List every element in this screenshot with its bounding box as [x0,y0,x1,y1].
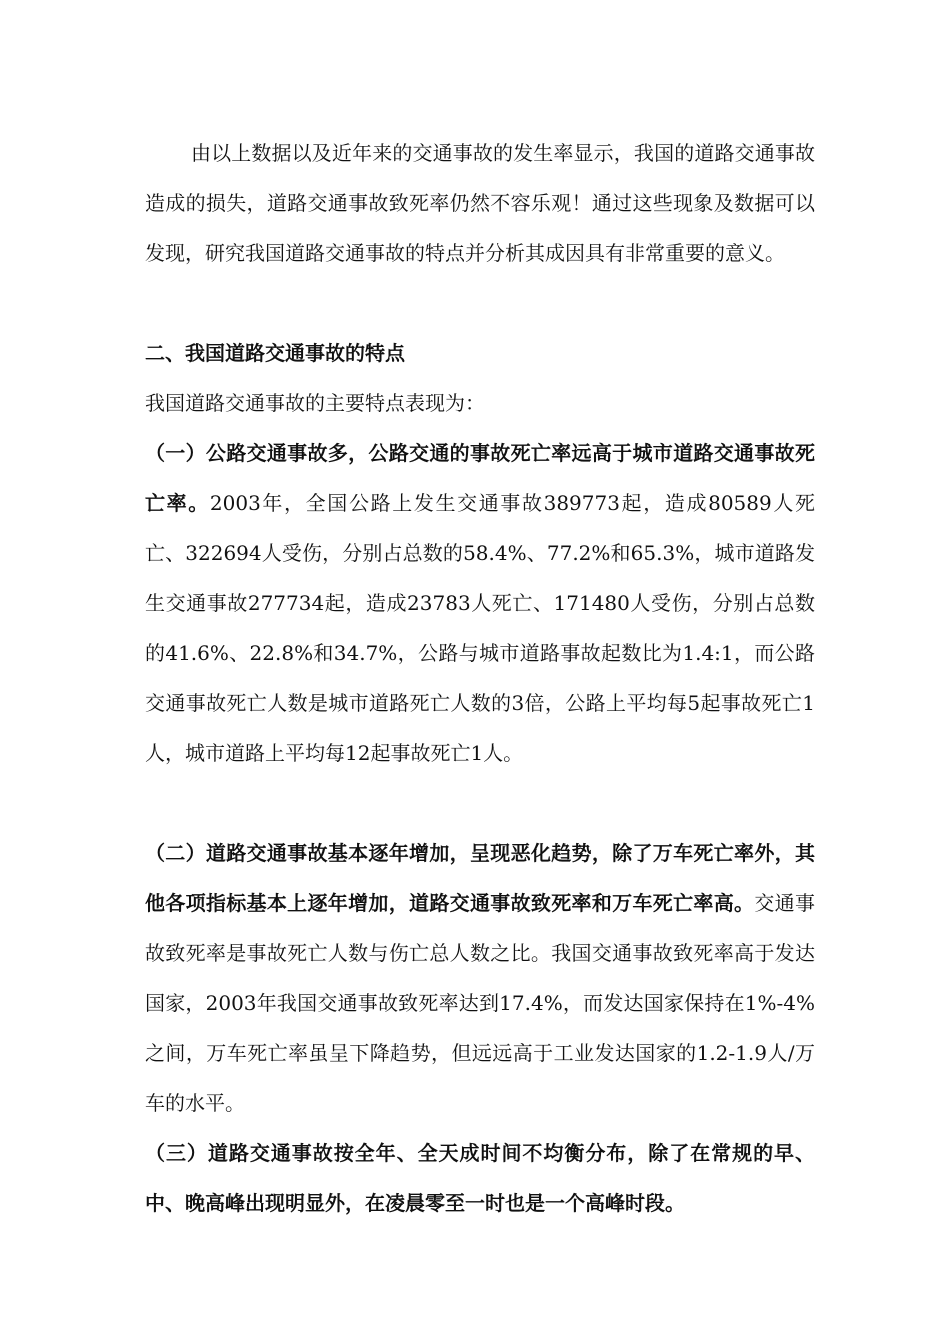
section-heading: 二、我国道路交通事故的特点 [145,341,405,365]
point-2-body: 交通事故致死率是事故死亡人数与伤亡总人数之比。我国交通事故致死率高于发达国家，2003年我国交通事故致死率达到17.4%，而发达国家保持在1%-4%之间，万车死亡率虽呈下降趋势，但远远高于工业发达国家的1.2-1.9人/万车的水平。 [145,891,815,1115]
point-3-paragraph [145,1128,815,1228]
point-3-heading: （三）道路交通事故按全年、全天成时间不均衡分布，除了在常规的早、中、晚高峰出现明显外，在凌晨零至一时也是一个高峰时段。 [145,1141,815,1215]
point-1-paragraph [145,428,815,778]
point-2-heading: （二）道路交通事故基本逐年增加，呈现恶化趋势，除了万车死亡率外，其他各项指标基本上逐年增加，道路交通事故致死率和万车死亡率高。 [145,841,815,915]
intro-paragraph: 由以上数据以及近年来的交通事故的发生率显示，我国的道路交通事故造成的损失，道路交通事故致死率仍然不容乐观！通过这些现象及数据可以发现，研究我国道路交通事故的特点并分析其成因具有非常重要的意义。 [145,141,815,265]
point-2-paragraph [145,828,815,1128]
point-1-heading: （一）公路交通事故多，公路交通的事故死亡率远高于城市道路交通事故死亡率。 [145,441,815,515]
section-lead: 我国道路交通事故的主要特点表现为： [145,391,485,415]
point-1-body: 2003年，全国公路上发生交通事故389773起，造成80589人死亡、322694人受伤，分别占总数的58.4%、77.2%和65.3%，城市道路发生交通事故277734起，造成23783人死亡、171480人受伤，分别占总数的41.6%、22.8%和34.7%，公路与城市道路事故起数比为1.4:1，而公路交通事故死亡人数是城市道路死亡人数的3倍，公路上平均每5起事故死亡1人，城市道路上平均每12起事故死亡1人。 [145,491,815,765]
